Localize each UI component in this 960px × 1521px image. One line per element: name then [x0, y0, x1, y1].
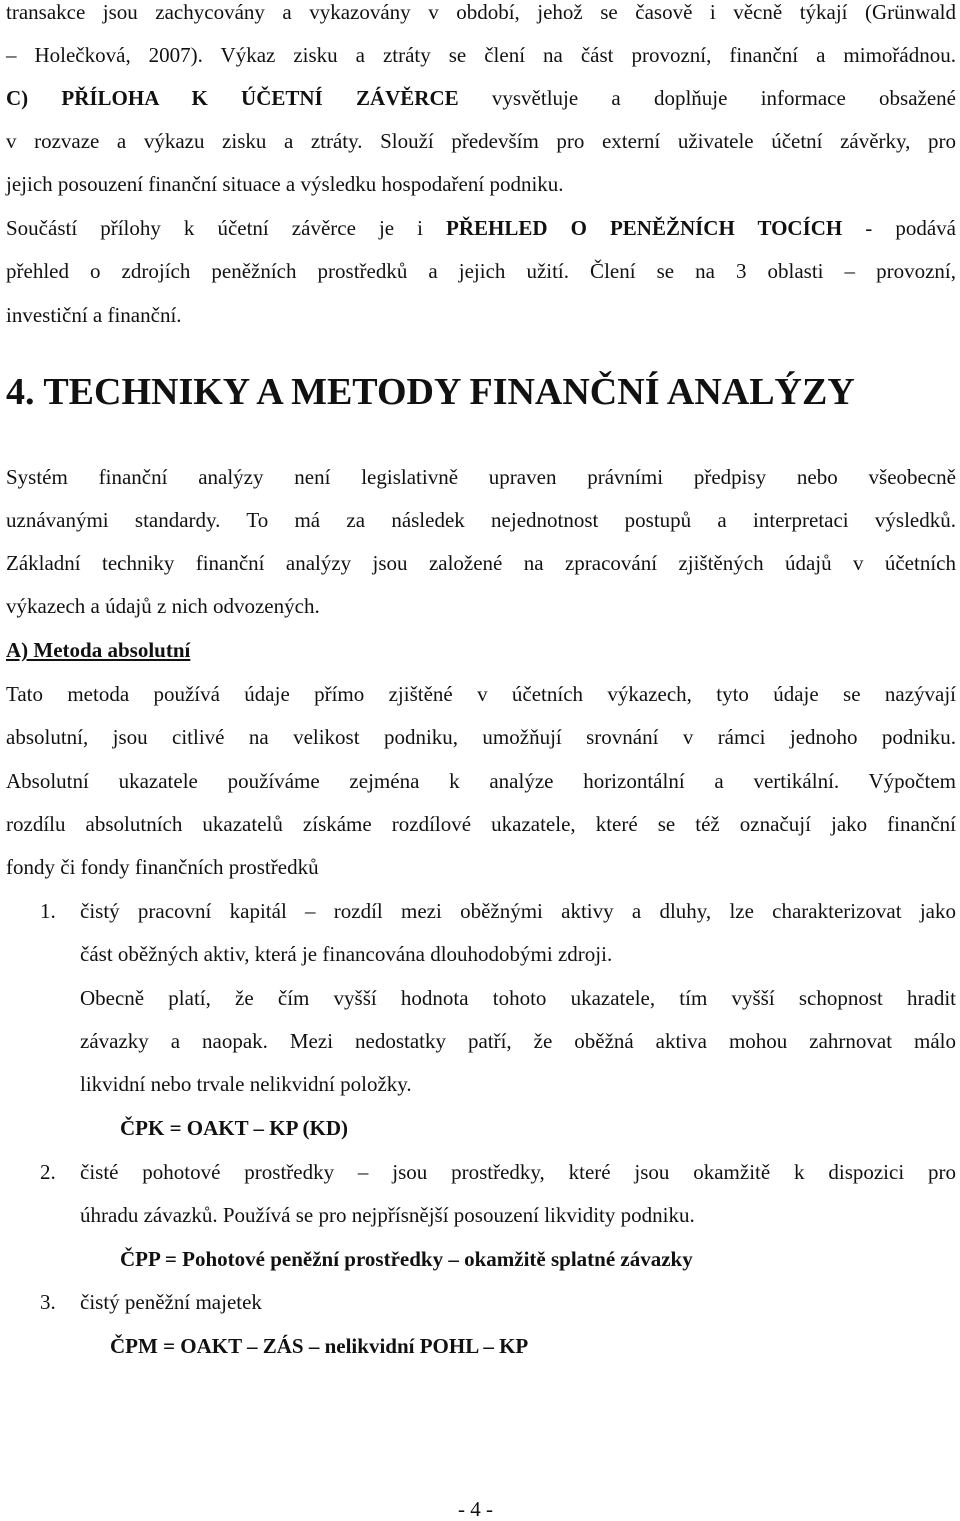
- list-item-line: čisté pohotové prostředky – jsou prostředky, které jsou okamžitě k dispozici pro: [80, 1160, 956, 1184]
- paragraph-line: fondy či fondy finančních prostředků: [6, 855, 319, 879]
- paragraph-line: Základní techniky finanční analýzy jsou založené na zpracování zjištěných údajů v účetních: [6, 551, 956, 575]
- list-item-line: úhradu závazků. Používá se pro nejpřísnější posouzení likvidity podniku.: [80, 1203, 695, 1227]
- section-title-text: A) Metoda absolutní: [6, 638, 191, 662]
- paragraph-line: v rozvaze a výkazu zisku a ztráty. Slouží především pro externí uživatele účetní závěrky, pro: [6, 129, 956, 153]
- list-item-line: čistý peněžní majetek: [80, 1290, 262, 1314]
- list-item-line: závazky a naopak. Mezi nedostatky patří, že oběžná aktiva mohou zahrnovat málo: [80, 1029, 956, 1053]
- paragraph-line: – Holečková, 2007). Výkaz zisku a ztráty se člení na část provozní, finanční a mimořádnou.: [6, 43, 956, 67]
- section-heading-c: C) PŘÍLOHA K ÚČETNÍ ZÁVĚRCE: [6, 86, 459, 110]
- formula: ČPK = OAKT – KP (KD): [120, 1116, 348, 1140]
- formula: ČPP = Pohotové peněžní prostředky – okamžitě splatné závazky: [120, 1247, 693, 1271]
- formula: ČPM = OAKT – ZÁS – nelikvidní POHL – KP: [110, 1334, 529, 1358]
- paragraph-text: - podává: [842, 216, 956, 240]
- paragraph-line: Tato metoda používá údaje přímo zjištěné v účetních výkazech, tyto údaje se nazývají: [6, 682, 956, 706]
- paragraph-line: [6, 86, 956, 110]
- paragraph-line: rozdílu absolutních ukazatelů získáme rozdílové ukazatele, které se též označují jako finanční: [6, 812, 956, 836]
- list-item-line: část oběžných aktiv, která je financována dlouhodobými zdroji.: [80, 942, 613, 966]
- paragraph-line: Absolutní ukazatele používáme zejména k analýze horizontální a vertikální. Výpočtem: [6, 769, 956, 793]
- paragraph-line: [6, 216, 956, 240]
- list-item-line: Obecně platí, že čím vyšší hodnota tohoto ukazatele, tím vyšší schopnost hradit: [80, 986, 956, 1010]
- list-item-line: čistý pracovní kapitál – rozdíl mezi oběžnými aktivy a dluhy, lze charakterizovat jako: [80, 899, 956, 923]
- paragraph-line: investiční a finanční.: [6, 303, 182, 327]
- paragraph-line: výkazech a údajů z nich odvozených.: [6, 594, 320, 618]
- chapter-heading: 4. TECHNIKY A METODY FINANČNÍ ANALÝZY: [6, 371, 855, 413]
- paragraph-line: jejich posouzení finanční situace a výsledku hospodaření podniku.: [6, 172, 564, 196]
- list-item-line: likvidní nebo trvale nelikvidní položky.: [80, 1072, 412, 1096]
- paragraph-text: vysvětluje a doplňuje informace obsažené: [458, 86, 956, 110]
- paragraph-text: Součástí přílohy k účetní závěrce je i: [6, 216, 447, 240]
- list-number: 3.: [40, 1290, 56, 1314]
- section-title: [6, 638, 956, 662]
- list-number: 2.: [40, 1160, 56, 1184]
- page-number: - 4 -: [458, 1497, 493, 1521]
- paragraph-line: přehled o zdrojích peněžních prostředků a jejich užití. Člení se na 3 oblasti – provozní,: [6, 259, 956, 283]
- bold-term: PŘEHLED O PENĚŽNÍCH TOCÍCH: [446, 216, 843, 240]
- paragraph-line: uznávanými standardy. To má za následek nejednotnost postupů a interpretaci výsledků.: [6, 508, 956, 532]
- paragraph-line: absolutní, jsou citlivé na velikost podniku, umožňují srovnání v rámci jednoho podniku.: [6, 725, 956, 749]
- paragraph-line: Systém finanční analýzy není legislativně upraven právními předpisy nebo všeobecně: [6, 465, 956, 489]
- list-number: 1.: [40, 899, 56, 923]
- paragraph-line: transakce jsou zachycovány a vykazovány v období, jehož se časově i věcně týkají (Grünwald: [6, 0, 956, 24]
